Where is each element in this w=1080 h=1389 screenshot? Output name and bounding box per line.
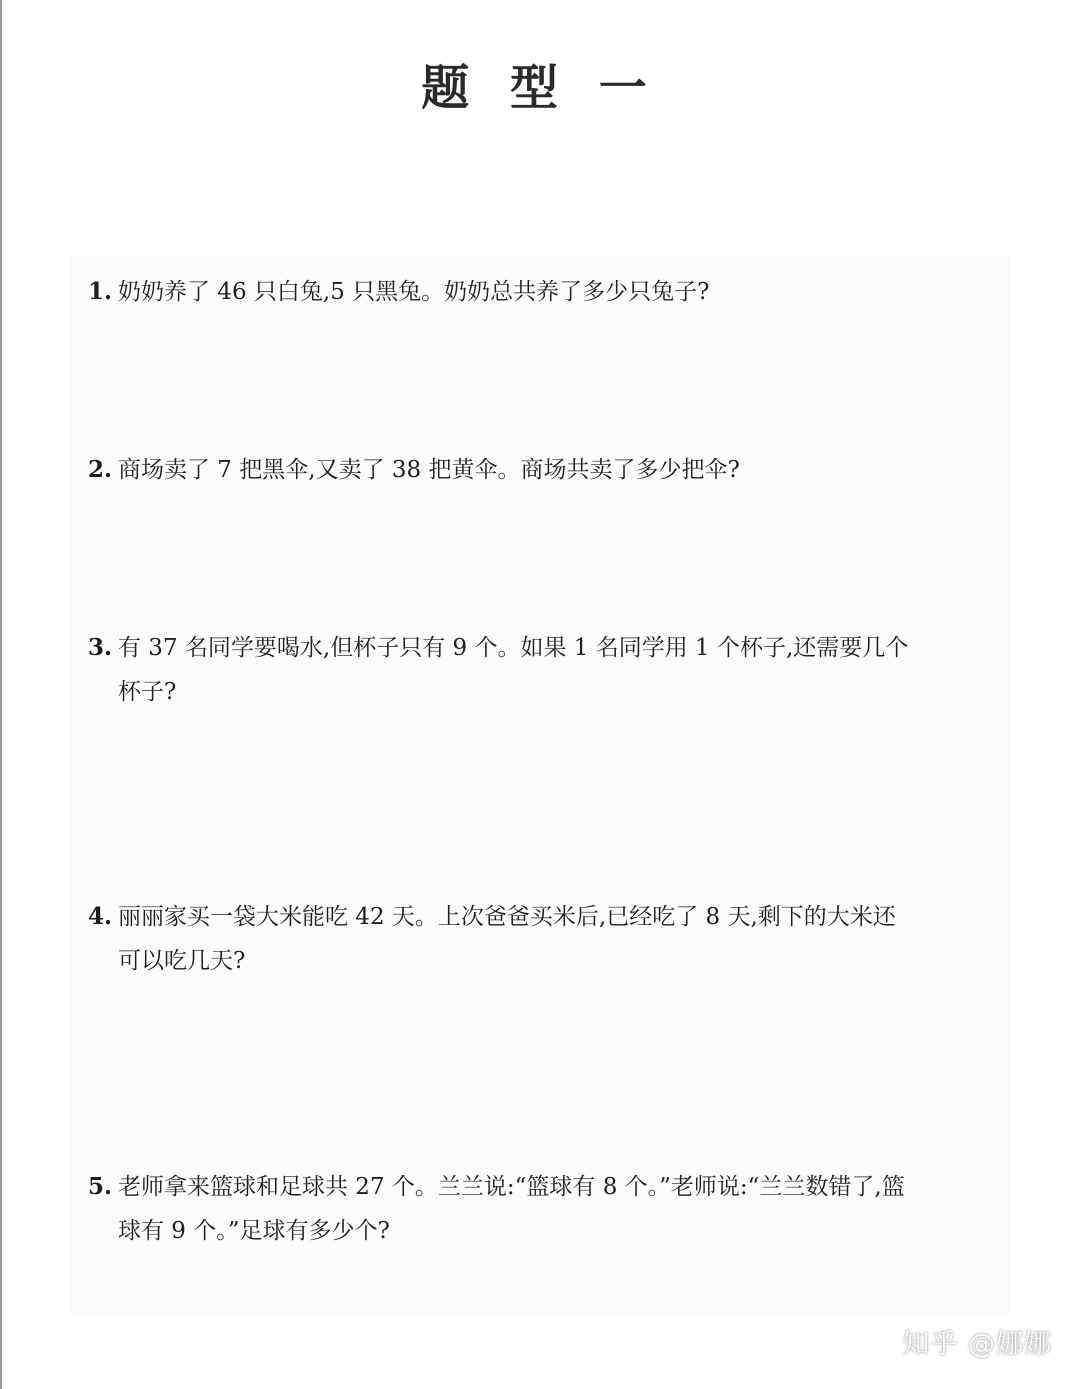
- question-number: 2.: [88, 456, 113, 483]
- worksheet-area: [70, 255, 1010, 1315]
- question-text: 有 37 名同学要喝水,但杯子只有 9 个。如果 1 名同学用 1 个杯子,还需要几个 杯子?: [118, 635, 909, 705]
- zhihu-watermark: 知乎 @娜娜: [902, 1329, 1052, 1360]
- question-text: 商场卖了 7 把黑伞,又卖了 38 把黄伞。商场共卖了多少把伞?: [118, 457, 740, 483]
- question-4: [88, 895, 988, 983]
- question-number: 3.: [88, 634, 113, 661]
- question-text: 老师拿来篮球和足球共 27 个。兰兰说:“篮球有 8 个。”老师说:“兰兰数错了,篮 球有 9 个。”足球有多少个?: [118, 1174, 905, 1244]
- page-title: 题 型 一: [421, 60, 659, 116]
- question-number: 5.: [88, 1173, 113, 1200]
- question-1: [88, 270, 988, 314]
- question-text: 丽丽家买一袋大米能吃 42 天。上次爸爸买米后,已经吃了 8 天,剩下的大米还 可以吃几天?: [118, 904, 896, 974]
- question-number: 4.: [88, 903, 113, 930]
- question-text: 奶奶养了 46 只白兔,5 只黑兔。奶奶总共养了多少只兔子?: [118, 279, 710, 305]
- page-edge-rule: [0, 0, 2, 1389]
- question-3: [88, 626, 988, 714]
- question-2: [88, 448, 988, 492]
- question-5: [88, 1165, 988, 1253]
- question-number: 1.: [88, 278, 113, 305]
